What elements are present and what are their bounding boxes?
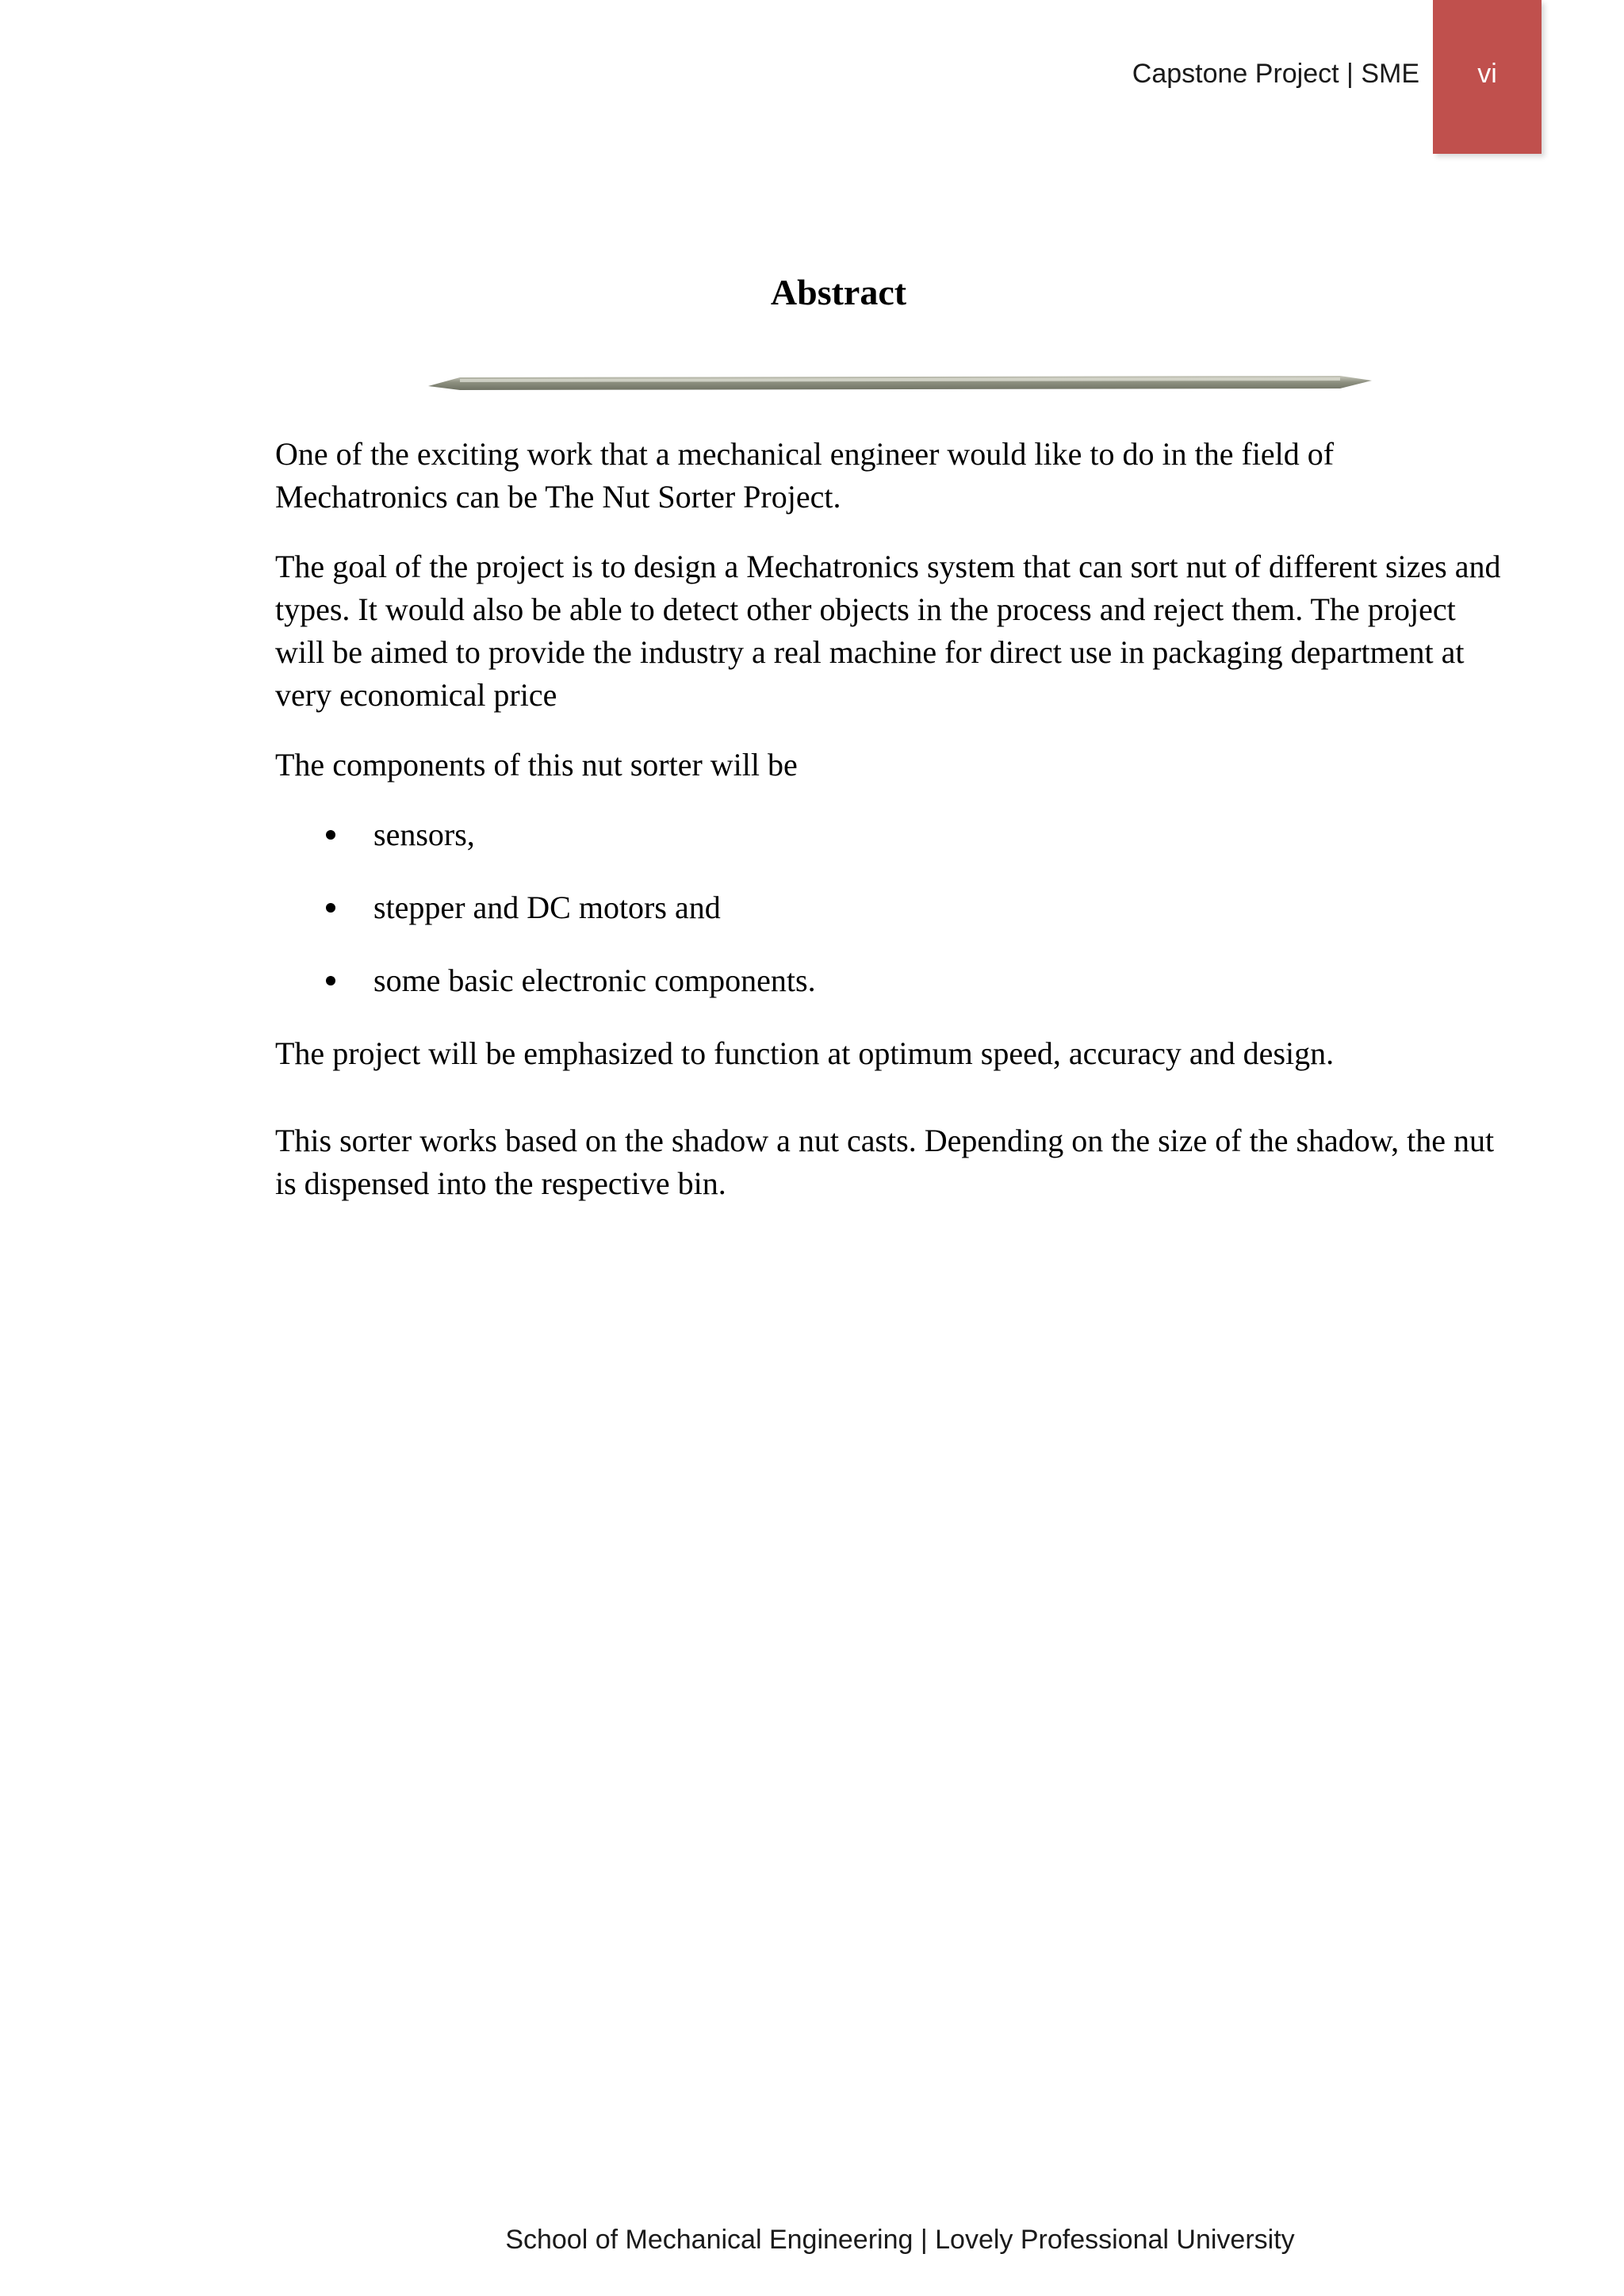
page-number: vi: [1477, 59, 1497, 89]
components-list: [275, 813, 1512, 1002]
paragraph: This sorter works based on the shadow a nut casts. Depending on the size of the shadow, the nut is dispensed into the respective bin.: [275, 1123, 1495, 1201]
running-header: Capstone Project | SME: [1132, 59, 1419, 89]
abstract-body: [275, 433, 1512, 1232]
decorative-divider: [428, 373, 1372, 393]
page-number-tab: [1433, 0, 1542, 154]
bullet-icon: [326, 976, 335, 985]
paragraph: The components of this nut sorter will be: [275, 747, 798, 783]
bullet-icon: [326, 830, 335, 840]
page-title: Abstract: [770, 272, 907, 312]
list-item-text: some basic electronic components.: [373, 962, 816, 998]
paragraph: The project will be emphasized to function at optimum speed, accuracy and design.: [275, 1035, 1335, 1071]
list-item: [275, 813, 1512, 856]
list-item-text: stepper and DC motors and: [373, 890, 721, 925]
paragraph: The goal of the project is to design a Mechatronics system that can sort nut of different sizes and types. It would also be able to detect other objects in the process and reject them. The project will be aimed to provide the industry a real machine for direct use in packaging department at very economical price: [275, 549, 1501, 713]
bullet-icon: [326, 903, 335, 913]
paragraph: One of the exciting work that a mechanical engineer would like to do in the field of Mechatronics can be The Nut Sorter Project.: [275, 436, 1335, 515]
page-footer: School of Mechanical Engineering | Lovely Professional University: [505, 2225, 1295, 2255]
list-item: [275, 886, 1512, 929]
list-item-text: sensors,: [373, 817, 475, 852]
list-item: [275, 959, 1512, 1002]
